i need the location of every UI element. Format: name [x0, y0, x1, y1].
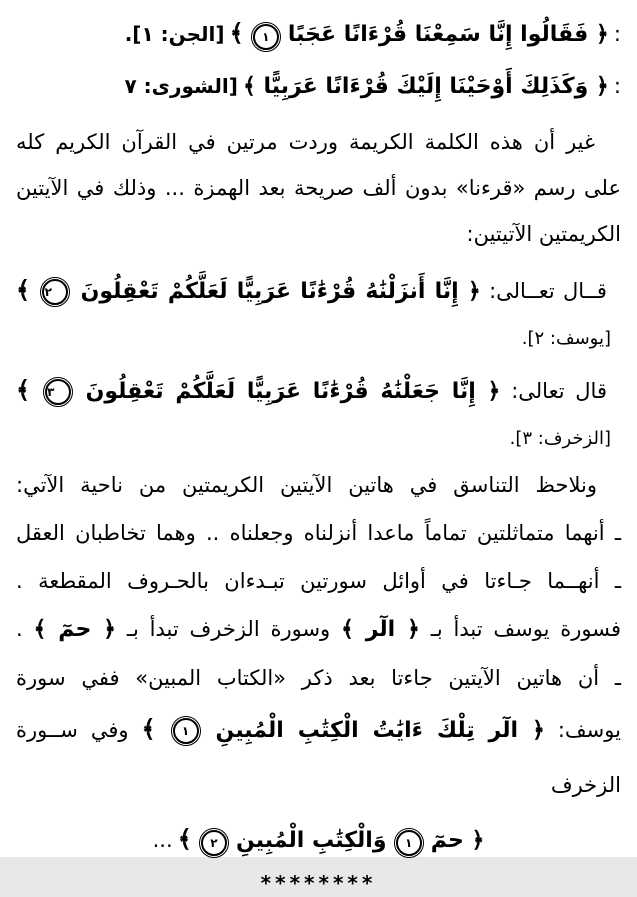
closing-ornate-bracket-icon: ﴾ — [16, 276, 31, 304]
qala-line-zukhruf — [16, 361, 621, 421]
quran-verse-zukhruf3: ﴿ إِنَّا جَعَلْنَٰهُ قُرْءَٰنًا عَرَبِيًّا لَعَلَّكُمْ تَعْقِلُونَ — [85, 379, 501, 404]
lead-colon: : — [613, 22, 621, 46]
ayah-number: ١ — [262, 29, 270, 44]
bullet-item-1: ـ أنهما متماثلتين تماماً ماعدا أنزلناه وجعلناه .. وهما تخاطبان العقل — [16, 521, 621, 545]
body-paragraph-1: غير أن هذه الكلمة الكريمة وردت مرتين في القرآن الكريم كله على رسم «قرءنا» بدون ألف صريحة بعد الهمزة ... وذلك في الآيتين الكريمتين الآتيتين: — [16, 130, 621, 246]
ayah-end-marker — [173, 718, 199, 744]
lead-colon: : — [613, 74, 621, 98]
quote-line-jinn — [16, 8, 621, 61]
verse-reference-shura: [الشورى: ٧ — [124, 74, 238, 98]
surah-openings-text-2: وسورة الزخرف تبدأ بـ — [126, 617, 331, 641]
closing-ornate-bracket-icon: ﴾ — [229, 19, 244, 47]
quran-verse-zukhruf1: ﴿ حمٓ — [430, 828, 485, 853]
ayah-end-marker — [253, 24, 279, 50]
quran-verse-shura: ﴿ وَكَذَلِكَ أَوْحَيْنَا إِلَيْكَ قُرْءَانًا عَرَبِيًّا ﴾ — [242, 74, 609, 99]
section-separator: ******** — [260, 871, 377, 895]
reference-line-yusuf — [16, 321, 611, 357]
quran-opening-alif-lam-ra: ﴿ الٓر ﴾ — [341, 617, 420, 642]
yusuf-intro: يوسف: — [557, 718, 621, 742]
zukhruf-opening-line — [16, 814, 621, 867]
ayah-end-marker — [45, 379, 71, 405]
quote-line-shura — [16, 61, 621, 113]
ayah-number: ١ — [404, 835, 413, 850]
bullet-item-2: ـ أنهــما جـاءتا في أوائل سورتين تبـدءان بالحـروف المقطعة . — [16, 569, 621, 593]
qala-intro: قــال تعــالى: — [489, 279, 607, 303]
ayah-number: ٢ — [210, 835, 218, 850]
quran-verse-zukhruf2: وَالْكِتَٰبِ الْمُبِينِ — [236, 828, 387, 853]
ayah-number: ٢ — [44, 285, 52, 299]
qala-line-yusuf — [16, 261, 621, 321]
qala-intro: قال تعالى: — [511, 379, 607, 403]
verse-reference-jinn: [الجن: ١]. — [124, 22, 225, 46]
quran-verse-jinn: ﴿ فَقَالُوا إِنَّا سَمِعْنَا قُرْءَانًا عَجَبًا — [287, 22, 609, 47]
verse-reference-zukhruf: [الزخرف: ٣]. — [509, 428, 611, 449]
ayah-number: ٣ — [47, 385, 55, 399]
ellipsis-tail: ... — [152, 828, 173, 852]
surah-openings-line — [16, 605, 621, 654]
closing-ornate-bracket-icon: ﴾ — [141, 715, 156, 743]
quran-verse-yusuf1: ﴿ الٓر تِلْكَ ءَايَٰتُ الْكِتَٰبِ الْمُبِينِ — [215, 718, 545, 743]
closing-ornate-bracket-icon: ﴾ — [16, 376, 31, 404]
yusuf-tail-text: وفي ســورة الزخرف — [16, 718, 621, 797]
verse-reference-yusuf: [يوسف: ٢]. — [521, 328, 611, 349]
body-paragraph-2: ونلاحظ التناسق في هاتين الآيتين الكريمتين من ناحية الآتي: — [16, 473, 597, 497]
ayah-end-marker — [42, 279, 68, 305]
surah-openings-text-1: فسورة يوسف تبدأ بـ — [430, 617, 622, 641]
yusuf-opening-line — [16, 702, 621, 812]
reference-line-zukhruf — [16, 421, 611, 457]
surah-openings-period: . — [16, 617, 23, 641]
closing-ornate-bracket-icon: ﴾ — [177, 825, 192, 853]
ayah-end-marker — [201, 830, 227, 856]
ayah-end-marker — [396, 830, 422, 856]
ayah-number: ١ — [181, 724, 190, 738]
bullet-item-3: ـ أن هاتين الآيتين جاءتا بعد ذكر «الكتاب المبين» ففي سورة — [16, 666, 621, 690]
quran-verse-yusuf2: ﴿ إِنَّا أَنزَلْنَٰهُ قُرْءَٰنًا عَرَبِيًّا لَعَلَّكُمْ تَعْقِلُونَ — [80, 279, 481, 304]
quran-opening-ha-mim: ﴿ حمٓ ﴾ — [33, 617, 116, 642]
